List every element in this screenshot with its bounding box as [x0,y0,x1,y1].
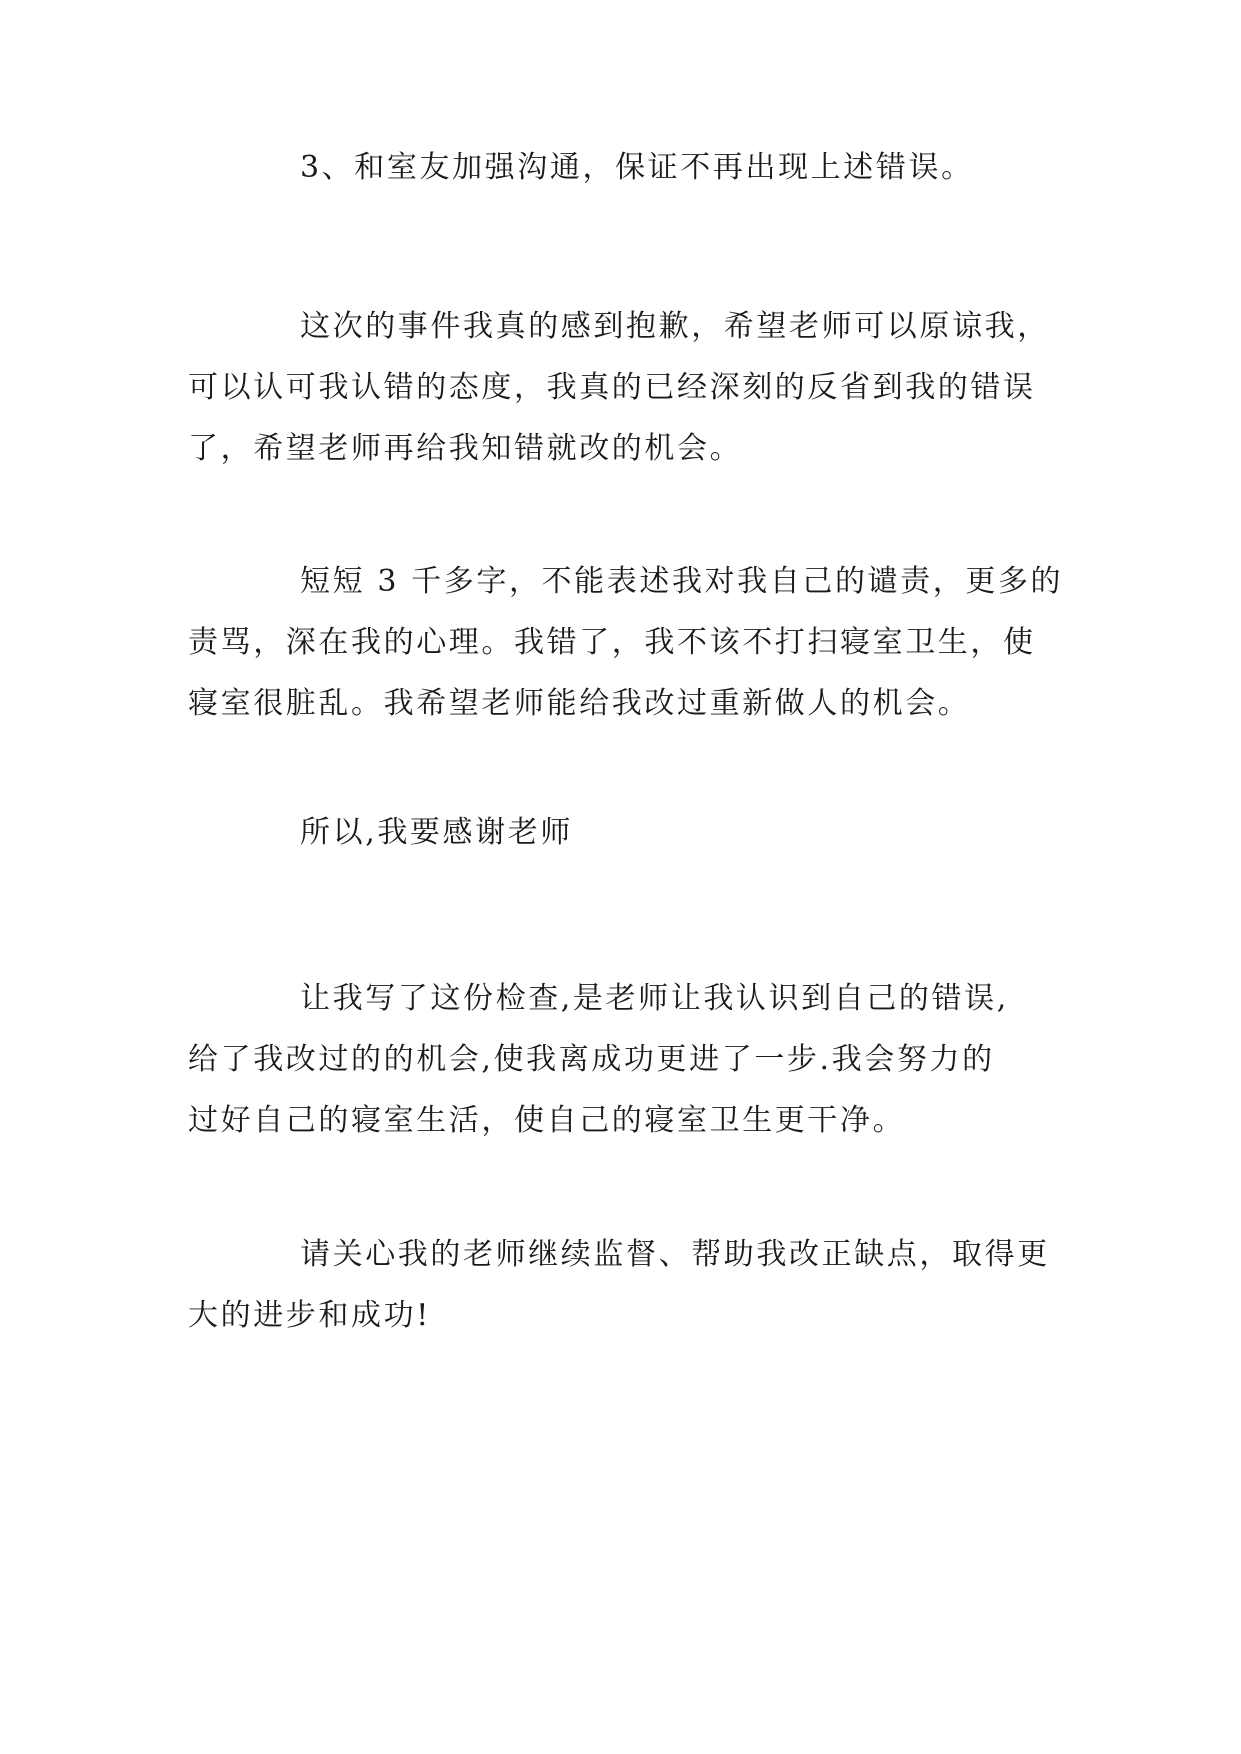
paragraph-line: 让我写了这份检查,是老师让我认识到自己的错误, [300,981,1009,1016]
paragraph-point-3 [188,137,1054,198]
paragraph-reflection [188,968,1054,1151]
paragraph-line: 了，希望老师再给我知错就改的机会。 [188,431,743,466]
paragraph-line: 大的进步和成功! [188,1298,431,1333]
paragraph-line: 3、和室友加强沟通，保证不再出现上述错误。 [300,150,974,185]
paragraph-line: 这次的事件我真的感到抱歉，希望老师可以原谅我， [300,309,1050,344]
paragraph-line: 责骂，深在我的心理。我错了，我不该不打扫寝室卫生，使 [188,625,1036,660]
paragraph-line: 寝室很脏乱。我希望老师能给我改过重新做人的机会。 [188,686,971,721]
paragraph-line: 过好自己的寝室生活，使自己的寝室卫生更干净。 [188,1103,906,1138]
paragraph-line: 给了我改过的的机会,使我离成功更进了一步.我会努力的 [188,1042,995,1077]
paragraph-line: 所以,我要感谢老师 [300,815,573,850]
paragraph-apology [188,296,1054,479]
paragraph-request [188,1224,1054,1346]
paragraph-line: 请关心我的老师继续监督、帮助我改正缺点，取得更 [300,1237,1050,1272]
paragraph-thanks [188,802,1054,863]
paragraph-line: 可以认可我认错的态度，我真的已经深刻的反省到我的错误 [188,370,1036,405]
paragraph-self-blame [188,551,1064,734]
paragraph-line: 短短 3 千多字，不能表述我对我自己的谴责，更多的 [300,564,1064,599]
